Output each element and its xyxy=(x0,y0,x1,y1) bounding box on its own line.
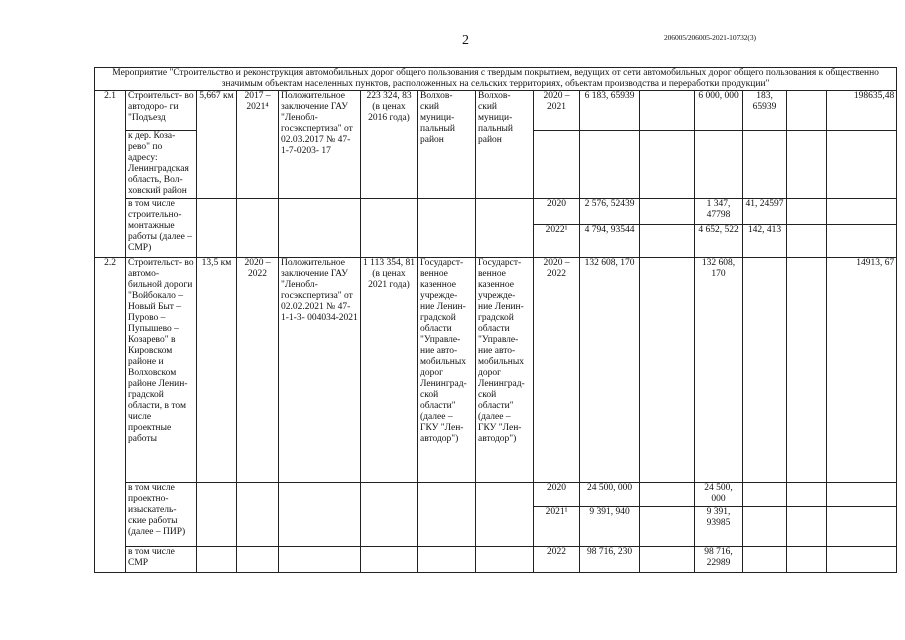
road-length: 13,5 км xyxy=(197,258,237,483)
developer: Государст- венное казенное учрежде- ние Ленин- градской области "Управле- ние авто- мобильных дорог Ленинград- ской области" (далее – ГКУ "Лен- автодор") xyxy=(476,258,534,483)
empty-cell xyxy=(476,483,534,547)
finance-years: 2020 – 2021 xyxy=(534,91,580,131)
empty-cell xyxy=(361,199,418,258)
empty-cell xyxy=(197,483,237,547)
empty-cell xyxy=(237,483,279,547)
finance-year: 2022¹ xyxy=(534,225,580,258)
table-row xyxy=(95,199,897,225)
page-number: 2 xyxy=(462,33,469,48)
empty-cell xyxy=(640,483,695,507)
empty-cell xyxy=(743,483,787,507)
expert-conclusion: Положительное заключение ГАУ "Ленобл- госэкспертиза" от 02.02.2021 № 47-1-1-3- 004034-2021 xyxy=(279,258,361,483)
empty-cell xyxy=(827,131,897,199)
federal-amount xyxy=(640,91,695,131)
empty-cell xyxy=(279,547,361,573)
regional-amount: 98 716, 22989 xyxy=(695,547,743,573)
estimated-cost: 1 113 354, 81 (в ценах 2021 года) xyxy=(361,258,418,483)
empty-cell xyxy=(580,131,640,199)
empty-cell xyxy=(640,258,695,483)
total-amount: 6 183, 65939 xyxy=(580,91,640,131)
table-row xyxy=(95,91,897,131)
empty-cell xyxy=(787,547,827,573)
measure-heading: Мероприятие "Строительство и реконструкция автомобильных дорог общего пользования с твердым покрытием, ведущих от сети автомобильных дорог общего пользования к общественно значимым объектам населенных пунктов, расположенных на сельских территориях, объектам производства и переработки продукции" xyxy=(95,68,897,91)
empty-cell xyxy=(476,547,534,573)
row-number: 2.2 xyxy=(95,258,126,573)
table-heading-row xyxy=(95,68,897,91)
regional-amount: 24 500, 000 xyxy=(695,483,743,507)
empty-cell xyxy=(476,199,534,258)
empty-cell xyxy=(361,547,418,573)
finance-year: 2020 xyxy=(534,483,580,507)
developer: Волхов- ский муници- пальный район xyxy=(476,91,534,199)
total-amount: 2 576, 52439 xyxy=(580,199,640,225)
table-row xyxy=(95,547,897,573)
empty-cell xyxy=(640,507,695,547)
empty-cell xyxy=(787,258,827,483)
empty-cell xyxy=(640,199,695,225)
regional-amount: 132 608, 170 xyxy=(695,258,743,483)
extra-amount xyxy=(787,91,827,131)
total-amount: 4 794, 93544 xyxy=(580,225,640,258)
local-amount: 183, 65939 xyxy=(743,91,787,131)
regional-amount: 9 391, 93985 xyxy=(695,507,743,547)
construction-years: 2017 – 2021⁴ xyxy=(237,91,279,199)
total-amount: 98 716, 230 xyxy=(580,547,640,573)
total-amount: 9 391, 940 xyxy=(580,507,640,547)
empty-cell xyxy=(827,225,897,258)
local-amount: 41, 24597 xyxy=(743,199,787,225)
construction-years: 2020 – 2022 xyxy=(237,258,279,483)
empty-cell xyxy=(743,547,787,573)
empty-cell xyxy=(418,483,476,547)
empty-cell xyxy=(237,547,279,573)
empty-cell xyxy=(787,131,827,199)
object-name: Строительст- во автомо- бильной дороги "Войбокало – Новый Быт – Пурово – Пупышево – Козарево" в Кировском районе и Волховском районе Ленин- градской области, в том числе проектные работы xyxy=(126,258,197,483)
empty-cell xyxy=(361,483,418,547)
empty-cell xyxy=(237,199,279,258)
finance-year: 2020 xyxy=(534,199,580,225)
empty-cell xyxy=(787,225,827,258)
empty-cell xyxy=(827,547,897,573)
empty-cell xyxy=(640,131,695,199)
customer: Государст- венное казенное учрежде- ние Ленин- градской области "Управле- ние авто- мобильных дорог Ленинград- ской области" (далее – ГКУ "Лен- автодор") xyxy=(418,258,476,483)
empty-cell xyxy=(827,507,897,547)
empty-cell xyxy=(279,483,361,547)
total-amount: 132 608, 170 xyxy=(580,258,640,483)
object-name-continued: к дер. Коза- рево" по адресу: Ленинградская область, Вол- ховский район xyxy=(126,131,197,199)
empty-cell xyxy=(640,547,695,573)
empty-cell xyxy=(743,258,787,483)
empty-cell xyxy=(743,507,787,547)
customer: Волхов- ский муници- пальный район xyxy=(418,91,476,199)
program-table xyxy=(94,67,897,573)
object-name: Строительст- во автодоро- ги "Подъезд xyxy=(126,91,197,131)
finance-year: 2021¹ xyxy=(534,507,580,547)
last-value: 14913, 67 xyxy=(827,258,897,483)
empty-cell xyxy=(418,199,476,258)
regional-amount: 1 347, 47798 xyxy=(695,199,743,225)
empty-cell xyxy=(787,199,827,225)
empty-cell xyxy=(279,199,361,258)
empty-cell xyxy=(695,131,743,199)
empty-cell xyxy=(827,199,897,225)
empty-cell xyxy=(787,483,827,507)
empty-cell xyxy=(197,547,237,573)
last-value: 198635,48 xyxy=(827,91,897,131)
total-amount: 24 500, 000 xyxy=(580,483,640,507)
empty-cell xyxy=(534,131,580,199)
empty-cell xyxy=(640,225,695,258)
local-amount: 142, 413 xyxy=(743,225,787,258)
regional-amount: 6 000, 000 xyxy=(695,91,743,131)
table-row xyxy=(95,258,897,483)
document-reference: 206005/206005-2021-10732(3) xyxy=(664,33,756,42)
estimated-cost: 223 324, 83 (в ценах 2016 года) xyxy=(361,91,418,199)
road-length: 5,667 км xyxy=(197,91,237,199)
finance-years: 2020 – 2022 xyxy=(534,258,580,483)
smr-label: в том числе строительно- монтажные работы (далее – СМР) xyxy=(126,199,197,258)
pir-label: в том числе проектно- изыскатель- ские работы (далее – ПИР) xyxy=(126,483,197,547)
empty-cell xyxy=(743,131,787,199)
expert-conclusion: Положительное заключение ГАУ "Ленобл- госэкспертиза" от 02.03.2017 № 47-1-7-0203- 17 xyxy=(279,91,361,199)
empty-cell xyxy=(787,507,827,547)
row-number: 2.1 xyxy=(95,91,126,258)
smr-label: в том числе СМР xyxy=(126,547,197,573)
empty-cell xyxy=(827,483,897,507)
finance-year: 2022 xyxy=(534,547,580,573)
regional-amount: 4 652, 522 xyxy=(695,225,743,258)
empty-cell xyxy=(197,199,237,258)
empty-cell xyxy=(418,547,476,573)
table-row xyxy=(95,483,897,507)
